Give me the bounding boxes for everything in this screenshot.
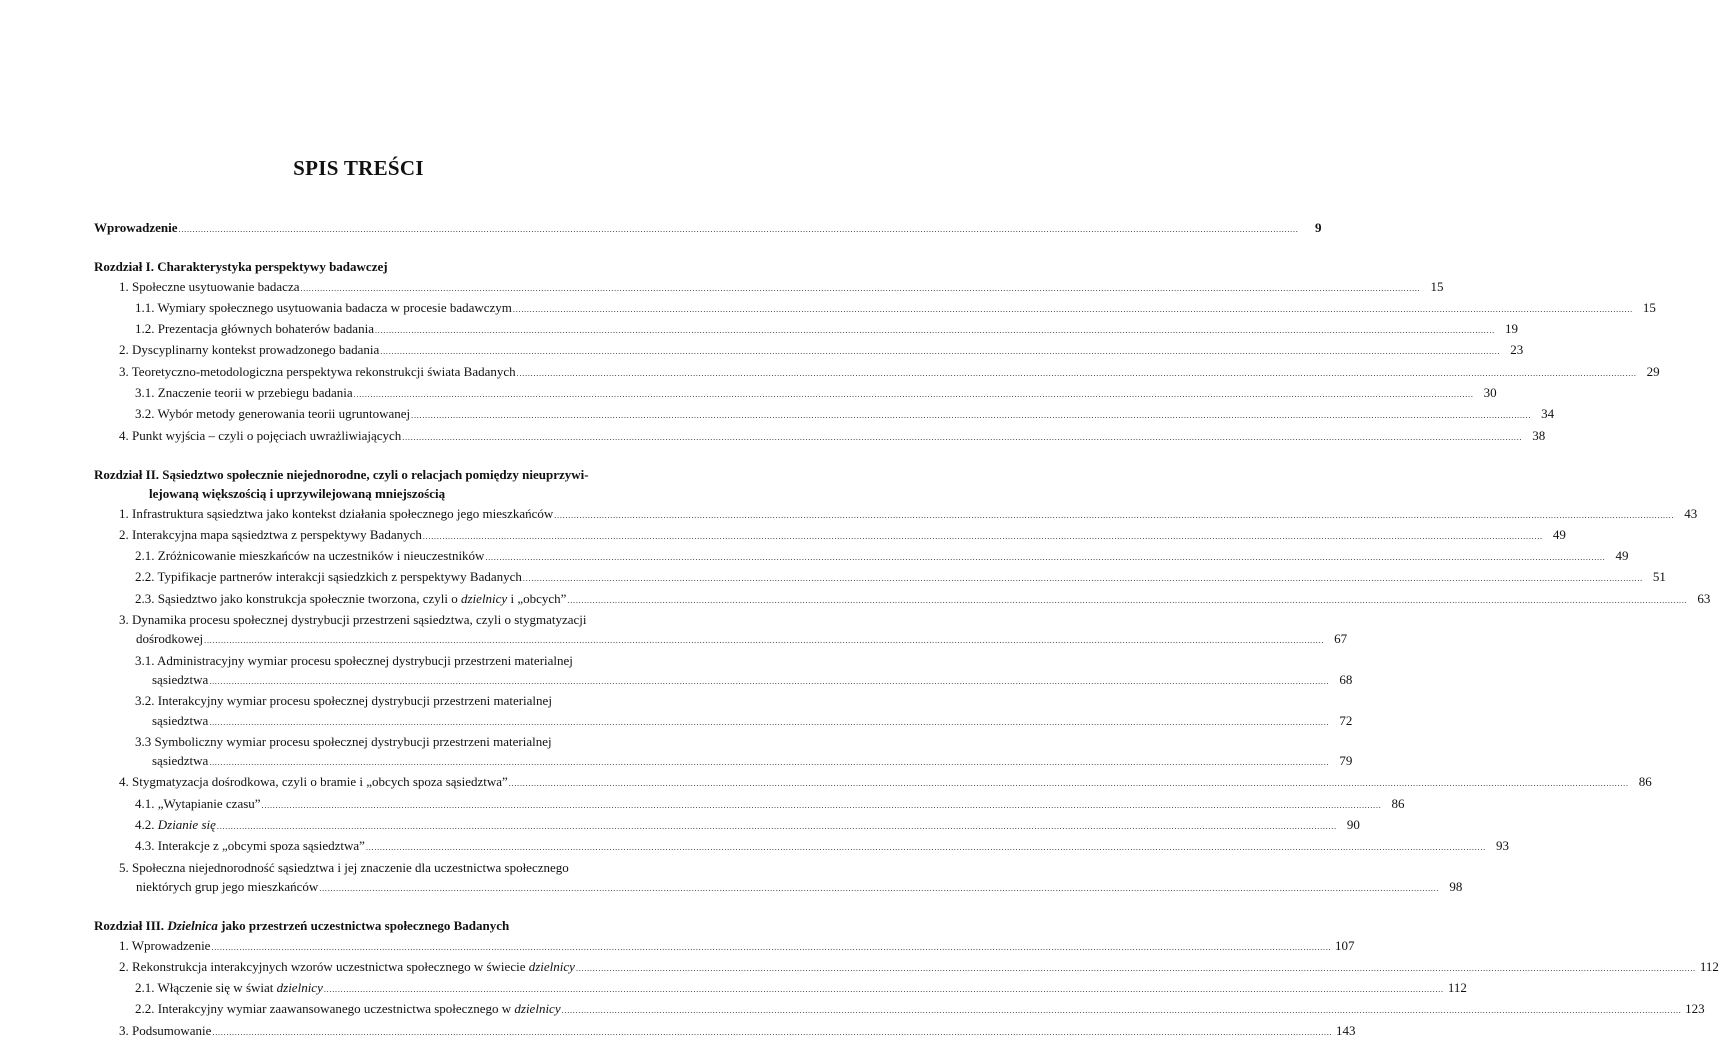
- dot-leader: ................................................................................................................................................................................................................................................................................................................................................................................................................: [209, 676, 1330, 686]
- toc-entry: [94, 610, 632, 629]
- dot-leader: ................................................................................................................................................................................................................................................................................................................................................................................................................: [212, 1027, 1333, 1037]
- toc-entry-text-run: 2. Rekonstrukcja interakcyjnych wzorów uczestnictwa społecznego w świecie: [119, 958, 529, 974]
- toc-entry-text-italic: dzielnicy: [461, 590, 508, 606]
- toc-entry-text: [119, 340, 379, 359]
- toc-page-number: 112: [1699, 958, 1719, 974]
- dot-leader: ................................................................................................................................................................................................................................................................................................................................................................................................................: [380, 347, 1501, 357]
- toc-entry-text-run: 2. Interakcyjna mapa sąsiedztwa z perspektywy Badanych: [119, 526, 422, 542]
- toc-entry-text-run: sąsiedztwa: [152, 671, 209, 687]
- toc-entry-text: [152, 751, 208, 770]
- toc-entry-text: [135, 546, 484, 565]
- toc-entry-text: [119, 504, 553, 523]
- toc-entry-text: [119, 362, 516, 381]
- toc-entry-text-italic: Dzielnica: [167, 918, 218, 934]
- toc-entry-text-run: 3. Podsumowanie: [119, 1022, 212, 1038]
- toc-entry: [94, 298, 1656, 319]
- toc-entry: [94, 732, 632, 751]
- toc-entry: [94, 504, 1698, 525]
- toc-page-number: 123: [1685, 1001, 1705, 1017]
- toc-page-number: 93: [1495, 838, 1509, 854]
- toc-entry-text-run: 2.3. Sąsiedztwo jako konstrukcja społecznie tworzona, czyli o: [135, 590, 461, 606]
- toc-entry-text-run: 3. Dynamika procesu społecznej dystrybucji przestrzeni sąsiedztwa, czyli o stygmatyzacji: [119, 612, 587, 628]
- dot-leader: ................................................................................................................................................................................................................................................................................................................................................................................................................: [353, 390, 1474, 400]
- toc-page-number: 107: [1334, 937, 1355, 953]
- toc-entry-text: [135, 999, 561, 1018]
- toc-entry: [94, 383, 1497, 404]
- dot-leader: ................................................................................................................................................................................................................................................................................................................................................................................................................: [374, 326, 1495, 336]
- toc-entry-text: [135, 978, 323, 997]
- toc-page-number: 15: [1430, 278, 1444, 294]
- toc-entry-text-run: 2. Dyscyplinarny kontekst prowadzonego badania: [119, 342, 380, 358]
- toc-page-number: 49: [1552, 526, 1566, 542]
- dot-leader: ................................................................................................................................................................................................................................................................................................................................................................................................................: [261, 800, 1382, 810]
- toc-entry-text: [152, 670, 208, 689]
- toc-page-number: 29: [1646, 363, 1660, 379]
- toc-page-number: 90: [1346, 817, 1360, 833]
- toc-entry-text-run: 4.3. Interakcje z „obcymi spoza sąsiedztwa”: [135, 838, 365, 854]
- toc-entry-text-run: 4.2.: [135, 817, 158, 833]
- toc-page-number: 68: [1339, 671, 1353, 687]
- toc-entry-text-run: 1. Wprowadzenie: [119, 937, 211, 953]
- dot-leader: ................................................................................................................................................................................................................................................................................................................................................................................................................: [575, 963, 1696, 973]
- toc-entry-text: [136, 877, 318, 896]
- toc-entry-text-run: 3.1. Znaczenie teorii w przebiegu badania: [135, 385, 353, 401]
- toc-entry-text-run: Rozdział I. Charakterystyka perspektywy badawczej: [94, 259, 388, 275]
- toc-entry: [94, 772, 1652, 793]
- dot-leader: ................................................................................................................................................................................................................................................................................................................................................................................................................: [209, 758, 1330, 768]
- toc-entry-text-run: 2.2. Typifikacje partnerów interakcji sąsiedzkich z perspektywy Badanych: [135, 569, 522, 585]
- toc-entry: [94, 794, 1405, 815]
- dot-leader: ................................................................................................................................................................................................................................................................................................................................................................................................................: [522, 574, 1643, 584]
- dot-leader: ................................................................................................................................................................................................................................................................................................................................................................................................................: [211, 942, 1332, 952]
- toc-entry-text: [135, 319, 374, 338]
- toc-entry-text-run: 3.3 Symboliczny wymiar procesu społecznej dystrybucji przestrzeni materialnej: [135, 733, 552, 749]
- toc-entry-text: [135, 383, 353, 402]
- dot-leader: ................................................................................................................................................................................................................................................................................................................................................................................................................: [365, 843, 1486, 853]
- toc-entry-text: [94, 218, 178, 237]
- toc-entry: [94, 319, 1518, 340]
- dot-leader: ................................................................................................................................................................................................................................................................................................................................................................................................................: [216, 822, 1337, 832]
- toc-page-number: 98: [1449, 878, 1463, 894]
- toc-entry: [94, 567, 1666, 588]
- dot-leader: ................................................................................................................................................................................................................................................................................................................................................................................................................: [567, 595, 1688, 605]
- dot-leader: ................................................................................................................................................................................................................................................................................................................................................................................................................: [209, 717, 1330, 727]
- toc-page-number: 15: [1642, 299, 1656, 315]
- toc-entry: [94, 836, 1509, 857]
- toc-entry-text-run: jako przestrzeń uczestnictwa społecznego Badanych: [217, 918, 510, 934]
- toc-entry: [94, 525, 1566, 546]
- toc-entry: [94, 484, 632, 503]
- toc-entry-text-run: lejowaną większością i uprzywilejowaną mniejszością: [149, 486, 446, 502]
- toc-entry-text-run: Rozdział II. Sąsiedztwo społecznie niejednorodne, czyli o relacjach pomiędzy nieuprzywi-: [94, 466, 589, 482]
- dot-leader: ................................................................................................................................................................................................................................................................................................................................................................................................................: [323, 985, 1444, 995]
- toc-entry-text-run: sąsiedztwa: [152, 712, 209, 728]
- toc-entry: [94, 999, 1705, 1020]
- toc-page-number: 51: [1652, 569, 1666, 585]
- toc-page-number: 23: [1510, 342, 1524, 358]
- toc-entry: [94, 404, 1555, 425]
- toc-entry-text: [94, 257, 388, 276]
- toc-entry: [94, 670, 1353, 691]
- toc-entry-text-italic: dzielnicy: [276, 980, 323, 996]
- toc-page-number: 86: [1391, 795, 1405, 811]
- toc-entry-text-run: 4.1. „Wytapianie czasu”: [135, 795, 261, 811]
- toc-entry: [94, 1021, 1356, 1042]
- toc-entry: [94, 218, 1322, 239]
- toc-entry-text: [119, 1021, 211, 1040]
- toc-entry-text-run: Wprowadzenie: [94, 220, 178, 235]
- dot-leader: ................................................................................................................................................................................................................................................................................................................................................................................................................: [554, 510, 1675, 520]
- page-title: SPIS TREŚCI: [293, 156, 424, 180]
- toc-entry-text-run: Rozdział III.: [94, 918, 168, 934]
- toc-page-number: 79: [1339, 753, 1353, 769]
- toc-entry: [94, 651, 632, 670]
- toc-entry-text-run: niektórych grup jego mieszkańców: [136, 878, 319, 894]
- toc-entry: [94, 340, 1524, 361]
- toc-entry-text: [135, 836, 365, 855]
- toc-page-number: 72: [1339, 712, 1353, 728]
- toc-page-number: 43: [1684, 505, 1698, 521]
- toc-entry-text-run: 2.1. Zróżnicowanie mieszkańców na uczestników i nieuczestników: [135, 548, 485, 564]
- toc-entry-text-run: 2.1. Włączenie się w świat: [135, 980, 277, 996]
- toc-page-number: 63: [1697, 590, 1711, 606]
- toc-entry-text-run: 3.2. Interakcyjny wymiar procesu społecznej dystrybucji przestrzeni materialnej: [135, 693, 552, 709]
- toc-entry-text-italic: Dzianie się: [157, 817, 216, 833]
- toc-entry-text: [135, 589, 566, 608]
- toc-page-number: 143: [1335, 1022, 1356, 1038]
- toc-entry-text: [135, 298, 512, 317]
- toc-entry-text: [94, 916, 509, 935]
- toc-page-number: 49: [1615, 548, 1629, 564]
- toc-entry: [94, 815, 1360, 836]
- toc-entry-text: [94, 465, 589, 484]
- toc-entry-text: [135, 815, 216, 834]
- toc-entry: [94, 589, 1711, 610]
- toc-entry-text: [119, 957, 575, 976]
- toc-entry-text: [135, 732, 552, 751]
- toc-page-number: 9: [1315, 220, 1322, 235]
- toc-entry-text-run: 4. Punkt wyjścia – czyli o pojęciach uwrażliwiających: [119, 427, 402, 443]
- toc-page-number: 112: [1447, 980, 1467, 996]
- toc-entry: [94, 362, 1660, 383]
- dot-leader: ................................................................................................................................................................................................................................................................................................................................................................................................................: [204, 636, 1325, 646]
- toc-entry: [94, 426, 1546, 447]
- toc-page-number: 34: [1541, 406, 1555, 422]
- toc-entry-text: [136, 629, 203, 648]
- dot-leader: ................................................................................................................................................................................................................................................................................................................................................................................................................: [485, 553, 1606, 563]
- toc-entry-text-italic: dzielnicy: [528, 958, 575, 974]
- toc-page-number: 67: [1334, 631, 1348, 647]
- dot-leader: ................................................................................................................................................................................................................................................................................................................................................................................................................: [512, 304, 1633, 314]
- toc-entry-text-run: 1. Infrastruktura sąsiedztwa jako kontekst działania społecznego jego mieszkańców: [119, 505, 554, 521]
- dot-leader: ................................................................................................................................................................................................................................................................................................................................................................................................................: [422, 531, 1543, 541]
- toc-entry: [94, 858, 632, 877]
- dot-leader: ................................................................................................................................................................................................................................................................................................................................................................................................................: [402, 432, 1523, 442]
- toc-entry: [94, 751, 1353, 772]
- dot-leader: ................................................................................................................................................................................................................................................................................................................................................................................................................: [319, 883, 1440, 893]
- toc-page-number: 30: [1483, 385, 1497, 401]
- toc-entry-text: [119, 936, 210, 955]
- dot-leader: ................................................................................................................................................................................................................................................................................................................................................................................................................: [178, 225, 1299, 234]
- toc-entry: [94, 936, 1355, 957]
- dot-leader: ................................................................................................................................................................................................................................................................................................................................................................................................................: [300, 283, 1421, 293]
- dot-leader: ................................................................................................................................................................................................................................................................................................................................................................................................................: [411, 411, 1532, 421]
- toc-entry-text: [135, 691, 552, 710]
- toc-entry: [94, 916, 632, 935]
- toc-entry-text: [119, 610, 586, 629]
- toc-entry-text-run: 4. Stygmatyzacja dośrodkowa, czyli o bramie i „obcych spoza sąsiedztwa”: [119, 774, 508, 790]
- toc-entry: [94, 546, 1629, 567]
- toc-entry: [94, 629, 1348, 650]
- dot-leader: ................................................................................................................................................................................................................................................................................................................................................................................................................: [508, 779, 1629, 789]
- toc-entry-text-run: 1.1. Wymiary społecznego usytuowania badacza w procesie badawczym: [135, 299, 512, 315]
- toc-entry: [94, 877, 1463, 898]
- dot-leader: ................................................................................................................................................................................................................................................................................................................................................................................................................: [561, 1006, 1682, 1016]
- toc-entry-text: [135, 567, 522, 586]
- toc-entry: [94, 277, 1444, 298]
- toc-entry-text: [135, 651, 573, 670]
- toc-entry-text: [119, 426, 401, 445]
- toc-entry-text: [135, 404, 410, 423]
- toc-entry-text: [119, 772, 508, 791]
- toc-page-number: 38: [1532, 427, 1546, 443]
- toc-entry-text-run: sąsiedztwa: [152, 753, 209, 769]
- toc-entry-text-run: 3. Teoretyczno-metodologiczna perspektywa rekonstrukcji świata Badanych: [119, 363, 516, 379]
- table-of-contents: [94, 218, 1719, 1042]
- toc-entry-text: [149, 484, 445, 503]
- toc-entry: [94, 691, 632, 710]
- toc-entry-text-run: 5. Społeczna niejednorodność sąsiedztwa i jej znaczenie dla uczestnictwa społecznego: [119, 859, 569, 875]
- toc-entry-text-run: i „obcych”: [507, 590, 567, 606]
- toc-entry-text: [135, 794, 261, 813]
- toc-entry: [94, 711, 1353, 732]
- toc-entry: [94, 957, 1719, 978]
- dot-leader: ................................................................................................................................................................................................................................................................................................................................................................................................................: [516, 368, 1637, 378]
- toc-entry-text: [119, 277, 299, 296]
- toc-entry-text: [152, 711, 208, 730]
- toc-entry: [94, 978, 1467, 999]
- toc-entry-text-run: dośrodkowej: [136, 631, 204, 647]
- toc-entry-text-run: 3.1. Administracyjny wymiar procesu społecznej dystrybucji przestrzeni materialnej: [135, 652, 573, 668]
- toc-entry-text: [119, 858, 569, 877]
- toc-entry-text-run: 1. Społeczne usytuowanie badacza: [119, 278, 300, 294]
- toc-entry-text-run: 3.2. Wybór metody generowania teorii ugruntowanej: [135, 406, 411, 422]
- toc-entry: [94, 465, 632, 484]
- toc-page-number: 19: [1504, 321, 1518, 337]
- toc-entry-text-run: 2.2. Interakcyjny wymiar zaawansowanego uczestnictwa społecznego w: [135, 1001, 515, 1017]
- toc-entry-text-run: 1.2. Prezentacja głównych bohaterów badania: [135, 321, 374, 337]
- toc-entry-text-italic: dzielnicy: [514, 1001, 561, 1017]
- toc-page-number: 86: [1638, 774, 1652, 790]
- toc-entry-text: [119, 525, 422, 544]
- toc-entry: [94, 257, 632, 276]
